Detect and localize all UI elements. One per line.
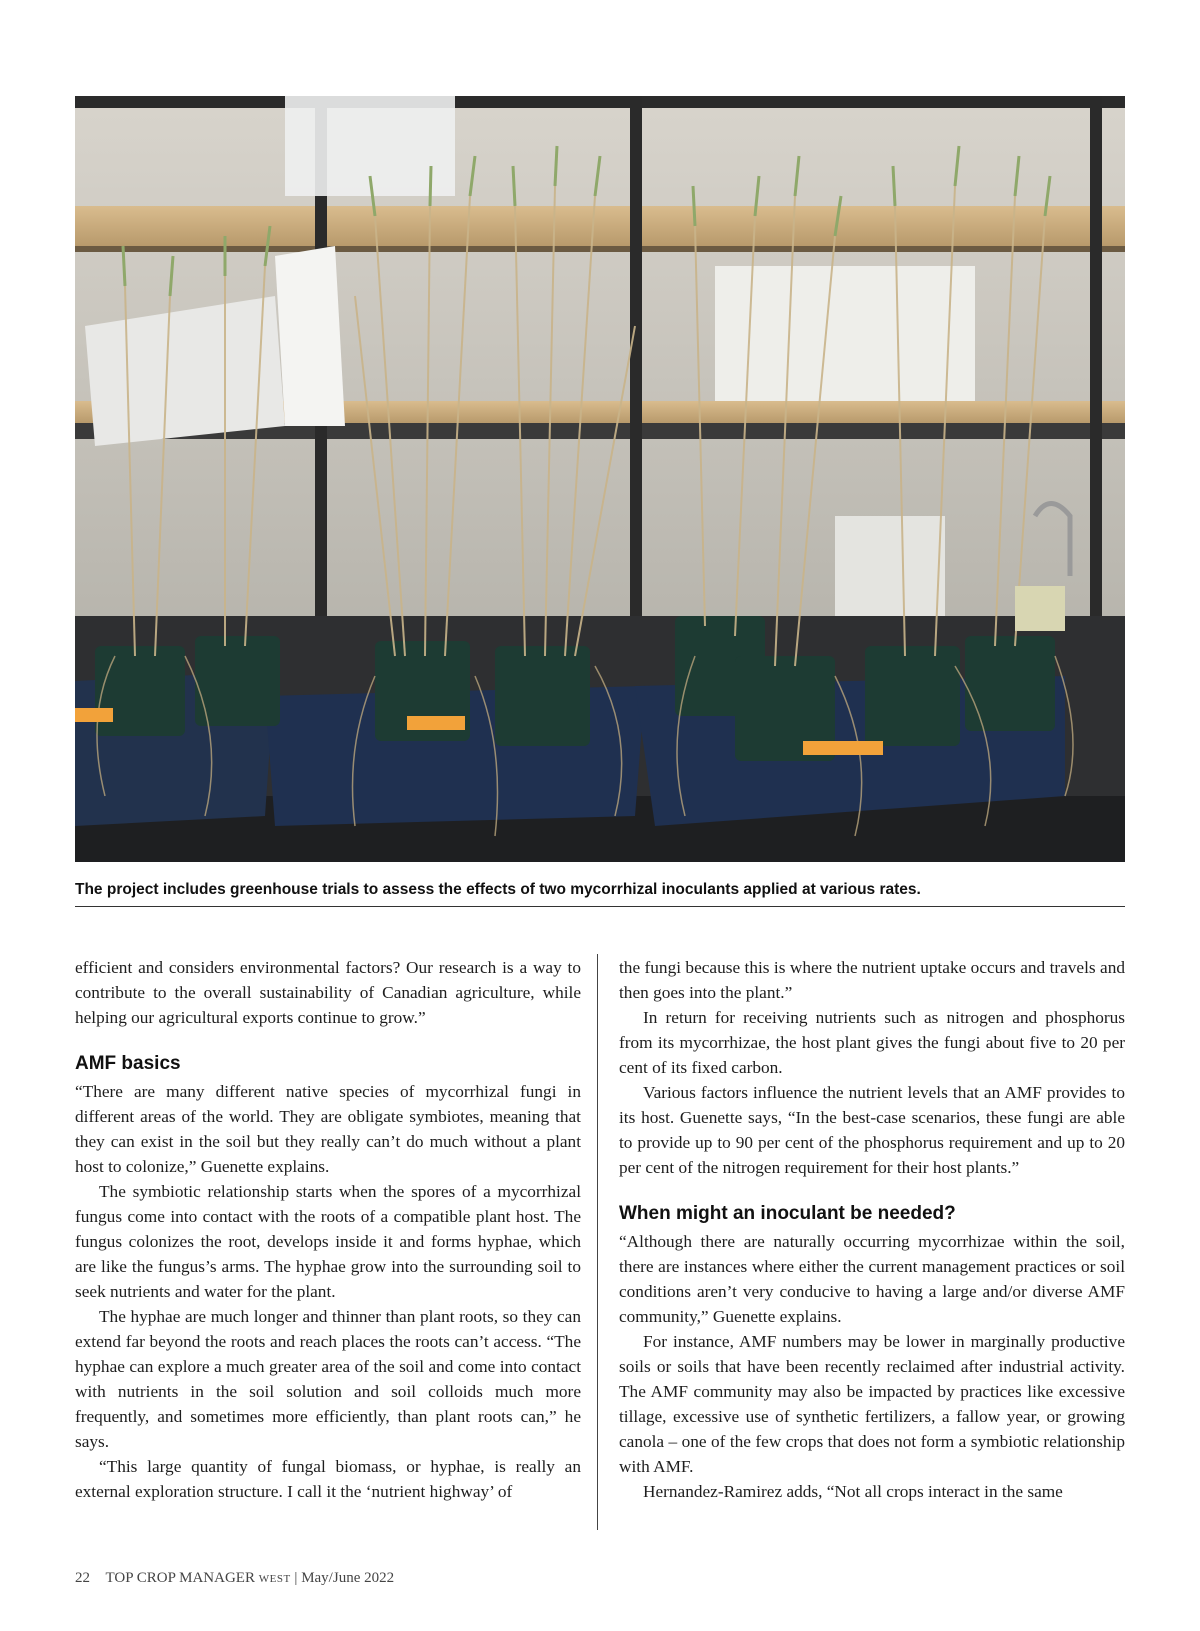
paragraph: efficient and considers environmental factors? Our research is a way to contribute to the overall sustainability of Canadian agriculture, while helping our agricultural exports continue to grow.” <box>75 958 581 1027</box>
article-column-left <box>75 955 581 1504</box>
paragraph: the fungi because this is where the nutrient uptake occurs and travels and then goes into the plant.” <box>619 958 1125 1002</box>
paragraph: Various factors influence the nutrient levels that an AMF provides to its host. Guenette says, “In the best-case scenarios, these fungi are able to provide up to 90 per cent of the phosphorus requirement and up to 20 per cent of the nitrogen requirement for their host plants.” <box>619 1083 1125 1177</box>
greenhouse-wheat-pots-photo <box>75 96 1125 862</box>
page-footer <box>75 1570 394 1587</box>
paragraph: “Although there are naturally occurring mycorrhizae within the soil, there are instances where either the current management practices or soil conditions aren’t very conducive to having a large and/or diverse AMF community,” Guenette explains. <box>619 1232 1125 1326</box>
caption-divider <box>75 906 1125 907</box>
column-divider <box>597 954 598 1530</box>
rate-label-10x <box>407 716 465 730</box>
page-number: 22 <box>75 1570 90 1586</box>
paragraph: Hernandez-Ramirez adds, “Not all crops interact in the same <box>643 1482 1063 1501</box>
section-heading-amf-basics: AMF basics <box>75 1053 181 1074</box>
article-photo <box>75 96 1125 862</box>
magazine-edition: WEST <box>258 1573 291 1585</box>
issue-date: May/June 2022 <box>301 1570 395 1586</box>
paragraph: “There are many different native species of mycorrhizal fungi in different areas of the world. They are obligate symbiotes, meaning that they can exist in the soil but they really can’t do much without a plant host to colonize,” Guenette explains. <box>75 1082 581 1176</box>
paragraph: For instance, AMF numbers may be lower in marginally productive soils or soils that have been recently reclaimed after industrial activity. The AMF community may also be impacted by practices like excessive tillage, excessive use of synthetic fertilizers, a fallow year, or growing canola – one of the few crops that does not form a symbiotic relationship with AMF. <box>619 1332 1125 1476</box>
rate-label-100x <box>803 741 883 755</box>
article-column-right <box>619 955 1125 1504</box>
paragraph: In return for receiving nutrients such as nitrogen and phosphorus from its mycorrhizae, the host plant gives the fungi about five to 20 per cent of its fixed carbon. <box>619 1008 1125 1077</box>
paragraph: The symbiotic relationship starts when the spores of a mycorrhizal fungus come into contact with the roots of a compatible plant host. The fungus colonizes the root, develops inside it and forms hyphae, which are like the fungus’s arms. The hyphae grow into the surrounding soil to seek nutrients and water for the plant. <box>75 1182 581 1301</box>
photo-caption: The project includes greenhouse trials to assess the effects of two mycorrhizal inoculants applied at various rates. <box>75 881 921 898</box>
paragraph: The hyphae are much longer and thinner than plant roots, so they can extend far beyond the roots and reach places the roots can’t access. “The hyphae can explore a much greater area of the soil and come into contact with nutrients in the soil solution and soil colloids much more frequently, and sometimes more efficiently, than plant roots can,” he says. <box>75 1307 581 1451</box>
paragraph: “This large quantity of fungal biomass, or hyphae, is really an external exploration structure. I call it the ‘nutrient highway’ of <box>75 1457 581 1501</box>
magazine-name: TOP CROP MANAGER <box>105 1570 255 1586</box>
rate-label-1x <box>75 708 113 722</box>
section-heading-inoculant: When might an inoculant be needed? <box>619 1203 956 1224</box>
footer-separator: | <box>294 1570 298 1586</box>
